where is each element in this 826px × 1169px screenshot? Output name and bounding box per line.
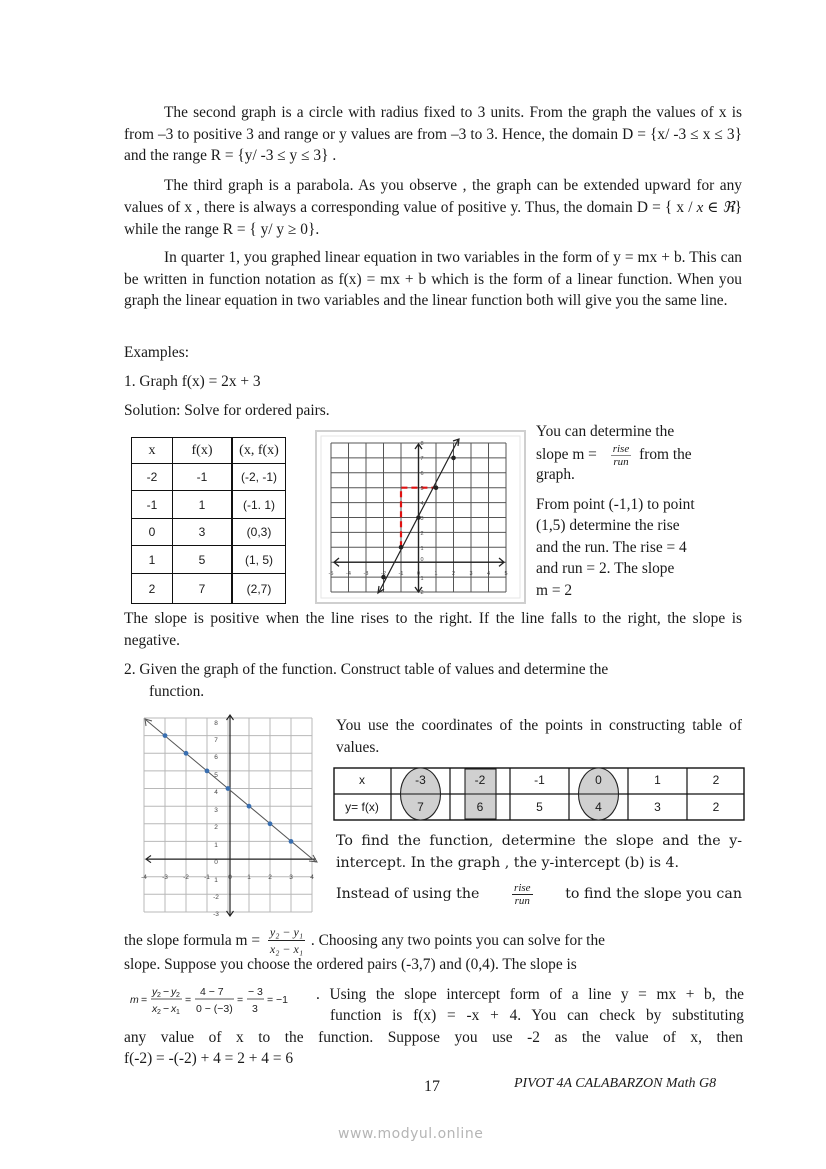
svg-text:2: 2 [268, 874, 272, 881]
svg-text:− 3: − 3 [248, 986, 263, 998]
solution-label: Solution: Solve for ordered pairs. [124, 402, 330, 419]
run-text: run [613, 456, 629, 468]
book-title: PIVOT 4A CALABARZON Math G8 [514, 1076, 717, 1091]
svg-text:0: 0 [416, 571, 421, 577]
svg-text:0 − (−3): 0 − (−3) [196, 1003, 233, 1015]
cell-pair: (2,7) [232, 574, 286, 604]
cell-x-highlighted: -3 [415, 773, 426, 787]
svg-text:3: 3 [420, 516, 424, 522]
cell-y: 3 [654, 800, 661, 814]
cell-x: -1 [132, 491, 173, 519]
cell-x-highlighted: 0 [595, 773, 602, 787]
cell-pair: (1, 5) [232, 546, 286, 574]
svg-text:-1: -1 [204, 874, 210, 881]
svg-text:0: 0 [420, 557, 424, 563]
svg-text:8: 8 [214, 720, 218, 727]
svg-text:=: = [237, 994, 244, 1006]
svg-text:5: 5 [504, 571, 508, 577]
paragraph-coordinates: You use the coordinates of the points in constructing table of values. [336, 717, 742, 756]
cell-x: 2 [132, 574, 173, 604]
svg-text:2: 2 [157, 1009, 161, 1016]
example-2-title-cont: function. [149, 683, 205, 700]
cell-y-highlighted: 4 [595, 800, 602, 814]
svg-text:5: 5 [420, 486, 424, 492]
slope-formula-fraction [268, 924, 305, 957]
svg-text:1: 1 [434, 571, 438, 577]
svg-text:=: = [185, 994, 192, 1006]
from-the-text: from the [639, 446, 692, 464]
graph-linear-negative [132, 712, 324, 918]
parabola-text: The third graph is a parabola. As you observe , the graph can be extended upward for any values of x , there is always a corresponding value of positive y. Thus, the domain D = { x / [124, 177, 742, 216]
side-text-line: graph. [536, 466, 575, 483]
line-check: any value of x to the function. Suppose you use -2 as the value of x, then [124, 1029, 743, 1046]
svg-text:1: 1 [420, 546, 424, 552]
svg-text:3: 3 [469, 571, 473, 577]
svg-text:3: 3 [252, 1003, 258, 1015]
svg-text:=: = [141, 994, 148, 1006]
svg-text:= −1: = −1 [267, 994, 289, 1006]
cell-y: 2 [712, 800, 720, 814]
cell-fx: -1 [173, 464, 233, 491]
rise-over-run-fraction [512, 882, 533, 907]
side-text-line: m = 2 [536, 582, 573, 599]
slope-label: slope m = [536, 446, 597, 464]
svg-text:y: y [152, 986, 158, 998]
cell-y: 5 [536, 800, 543, 814]
svg-text:7: 7 [420, 456, 424, 462]
svg-text:−: − [163, 986, 170, 998]
paragraph-slope-sign: The slope is positive when the line rises to the right. If the line falls to the right, the slope is negative. [124, 610, 742, 649]
table-of-values [333, 767, 745, 821]
svg-text:2: 2 [420, 590, 424, 596]
svg-text:-2: -2 [213, 894, 219, 901]
row-label-x: x [359, 773, 365, 787]
run-text: run [514, 895, 530, 907]
line-slope-intercept: . Using the slope intercept form of a line y = mx + b, the [316, 986, 744, 1003]
paragraph-parabola [124, 175, 742, 241]
line-choose-points: slope. Suppose you choose the ordered pairs (-3,7) and (0,4). The slope is [124, 956, 577, 973]
svg-text:x: x [171, 1003, 177, 1015]
svg-text:6: 6 [214, 754, 218, 761]
header-fx: f(x) [173, 438, 233, 464]
svg-text:7: 7 [214, 737, 218, 744]
header-x: x [132, 438, 173, 464]
svg-text:4: 4 [310, 874, 314, 881]
cell-pair: (0,3) [232, 519, 286, 546]
cell-fx: 3 [173, 519, 233, 546]
example-2-title: 2. Given the graph of the function. Construct table of values and determine the [124, 661, 609, 678]
svg-text:0: 0 [228, 874, 232, 881]
slope-numerator: y₂ − y₁ [269, 925, 304, 939]
slope-formula-text: . Choosing any two points you can solve for the [310, 932, 605, 949]
svg-text:3: 3 [289, 874, 293, 881]
ordered-pairs-table [131, 437, 286, 604]
cell-x: -1 [534, 773, 545, 787]
side-text-line: and the run. The rise = 4 [536, 539, 687, 556]
svg-text:2: 2 [176, 992, 180, 999]
instead-text: Instead of using the [336, 886, 480, 902]
line-slope-formula [124, 924, 605, 957]
svg-text:m: m [130, 994, 139, 1006]
cell-x: 0 [132, 519, 173, 546]
header-pair: (x, f(x) [232, 438, 286, 464]
line-instead-of [336, 882, 742, 907]
svg-text:y: y [171, 986, 177, 998]
rise-over-run-fraction [611, 443, 632, 468]
svg-text:1: 1 [214, 877, 218, 884]
cell-x: -2 [132, 464, 173, 491]
svg-text:1: 1 [214, 842, 218, 849]
slope-formula-label: the slope formula m = [124, 932, 261, 949]
side-text-line: You can determine the [536, 423, 675, 440]
rise-text: rise [514, 882, 531, 894]
cell-pair: (-2, -1) [232, 464, 286, 491]
svg-text:2: 2 [214, 824, 218, 831]
svg-text:4: 4 [486, 571, 491, 577]
svg-text:5: 5 [214, 772, 218, 779]
page-number: 17 [424, 1078, 440, 1095]
svg-text:-3: -3 [213, 911, 219, 918]
table-of-values-cells [333, 767, 745, 821]
svg-text:2: 2 [157, 992, 161, 999]
example-1-title: 1. Graph f(x) = 2x + 3 [124, 373, 261, 390]
svg-text:0: 0 [214, 859, 218, 866]
svg-text:-4: -4 [141, 874, 147, 881]
svg-text:1: 1 [176, 1009, 180, 1016]
row-label-y: y= f(x) [345, 800, 379, 814]
find-slope-text: to find the slope you can [565, 886, 742, 902]
svg-text:-2: -2 [183, 874, 189, 881]
paragraph-find-function: To find the function, determine the slope and the y-intercept. In the graph , the y-intercept (b) is 4. [336, 833, 742, 871]
cell-x: 2 [712, 773, 720, 787]
watermark: www.modyul.online [338, 1126, 484, 1142]
side-text-line: (1,5) determine the rise [536, 517, 680, 534]
side-text-line: and run = 2. The slope [536, 560, 675, 577]
cell-fx: 5 [173, 546, 233, 574]
svg-text:-2: -2 [381, 571, 386, 577]
svg-text:1: 1 [247, 874, 251, 881]
svg-text:4: 4 [420, 501, 424, 507]
svg-text:-1: -1 [398, 571, 404, 577]
svg-text:-4: -4 [346, 571, 351, 577]
slope-calculation-formula [130, 983, 320, 1017]
graph-linear-positive [313, 428, 528, 606]
paragraph-circle: The second graph is a circle with radius fixed to 3 units. From the graph the values of x is from –3 to positive 3 and range or y values are from –3 to 3. Hence, the domain D = {x/ -3 ≤ x ≤ 3} and the range R = {y/ -3 ≤ y ≤ 3} . [124, 104, 742, 164]
line-check-result: f(-2) = -(-2) + 4 = 2 + 4 = 6 [124, 1050, 294, 1067]
svg-text:−: − [163, 1003, 170, 1015]
svg-text:4 − 7: 4 − 7 [200, 986, 224, 998]
svg-text:-3: -3 [162, 874, 168, 881]
svg-text:-5: -5 [328, 571, 334, 577]
real-set-notation: x ∈ ℜ [696, 199, 735, 216]
cell-y-highlighted: 6 [476, 800, 484, 814]
paragraph-quarter1: In quarter 1, you graphed linear equation in two variables in the form of y = mx + b. This can be written in function notation as f(x) = mx + b which is the form of a linear function. When you graph the linear equation in two variables and the linear function both will give you the same line. [124, 249, 742, 309]
svg-text:4: 4 [214, 789, 218, 796]
cell-fx: 7 [173, 574, 233, 604]
cell-fx: 1 [173, 491, 233, 519]
cell-x: 1 [132, 546, 173, 574]
side-text-line: From point (-1,1) to point [536, 496, 695, 513]
svg-text:8: 8 [420, 441, 424, 447]
svg-text:2: 2 [420, 531, 424, 537]
svg-text:-3: -3 [363, 571, 369, 577]
cell-x: 1 [654, 773, 661, 787]
cell-pair: (-1. 1) [232, 491, 286, 519]
parabola-text-end: } while the range R = { y/ y ≥ 0}. [124, 198, 742, 238]
line-function-result: function is f(x) = -x + 4. You can check by substituting [330, 1007, 744, 1024]
svg-text:2: 2 [451, 571, 456, 577]
slope-denominator: x₂ − x₁ [269, 942, 304, 956]
cell-y-highlighted: 7 [417, 800, 424, 814]
svg-text:1: 1 [420, 576, 424, 582]
svg-text:x: x [152, 1003, 158, 1015]
cell-x-highlighted: -2 [474, 773, 486, 787]
svg-text:6: 6 [420, 471, 424, 477]
svg-text:3: 3 [214, 807, 218, 814]
rise-text: rise [612, 443, 630, 455]
examples-heading: Examples: [124, 344, 189, 361]
